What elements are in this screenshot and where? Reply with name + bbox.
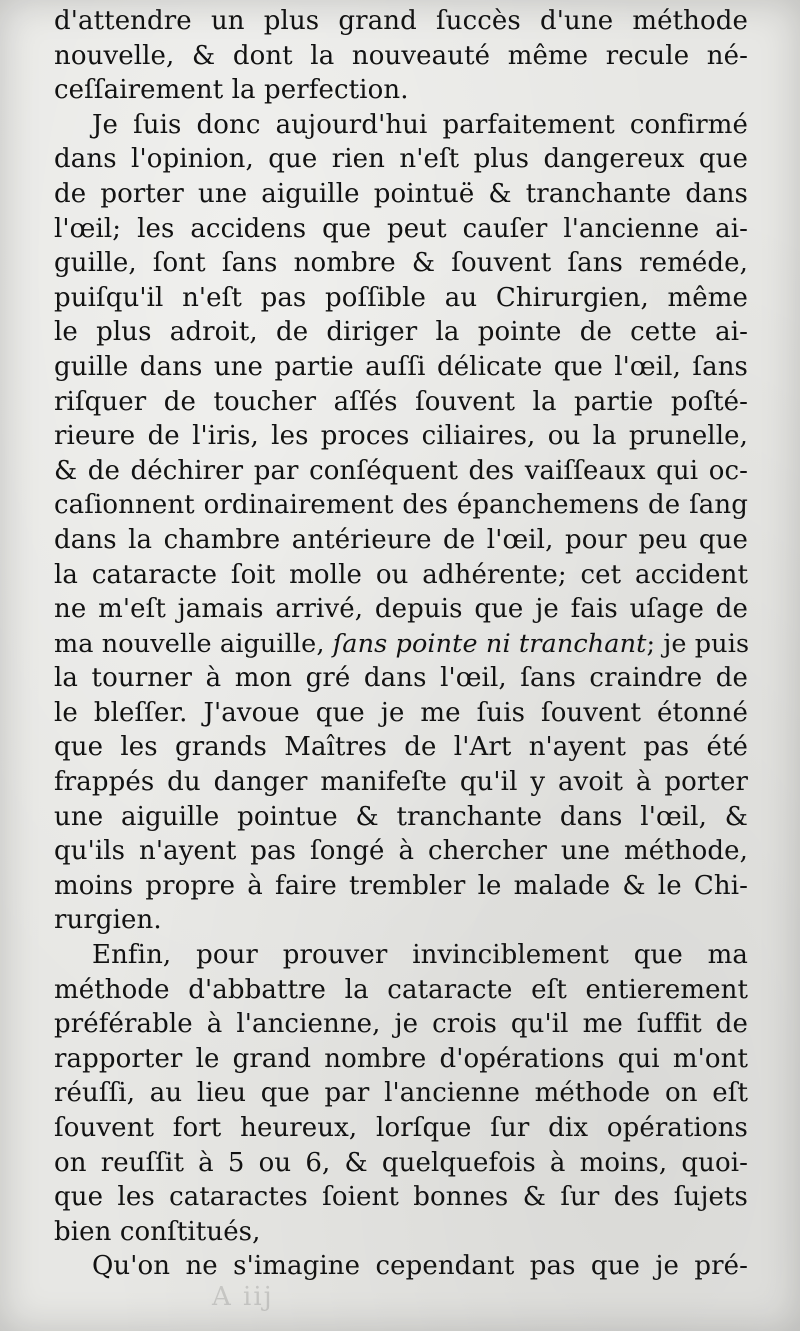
text-segment: ma nouvelle aiguille, xyxy=(54,628,333,659)
text-line: Enfin, pour prouver invinciblement que ma xyxy=(92,940,748,971)
text-line: le plus adroit, de diriger la pointe de cette ai- xyxy=(54,317,748,348)
text-line: on reuſſit à 5 ou 6, & quelquefois à moins, quoi- xyxy=(54,1147,748,1178)
text-line: frappés du danger manifeſte qu'il y avoit à porter xyxy=(54,767,748,798)
italic-phrase: ſans pointe ni tranchant xyxy=(332,628,647,659)
text-line: ne m'eſt jamais arrivé, depuis que je fais uſage de xyxy=(54,594,748,625)
text-line: que les cataractes ſoient bonnes & ſur des ſujets xyxy=(54,1182,748,1213)
text-line: guille, ſont ſans nombre & ſouvent ſans reméde, xyxy=(54,248,748,279)
text-line: rapporter le grand nombre d'opérations qui m'ont xyxy=(54,1043,748,1074)
text-line: l'œil; les accidens que peut cauſer l'ancienne ai- xyxy=(54,213,748,244)
text-segment: ; je puis xyxy=(646,628,750,659)
text-line: réuſſi, au lieu que par l'ancienne méthode on eſt xyxy=(54,1078,748,1109)
text-line: de porter une aiguille pointuë & tranchante dans xyxy=(54,178,748,209)
text-line: dans la chambre antérieure de l'œil, pour peu que xyxy=(54,524,748,555)
text-line: qu'ils n'ayent pas ſongé à chercher une méthode, xyxy=(54,836,748,867)
text-line: Je ſuis donc aujourd'hui parfaitement confirmé xyxy=(92,109,748,140)
text-line: caſionnent ordinairement des épanchemens de ſang xyxy=(54,490,748,521)
text-line: la cataracte ſoit molle ou adhérente; cet accident xyxy=(54,559,748,590)
text-line: d'attendre un plus grand ſuccès d'une méthode xyxy=(54,6,748,36)
text-line: & de déchirer par conſéquent des vaiſſeaux qui oc- xyxy=(54,455,748,486)
text-line: méthode d'abbattre la cataracte eſt entierement xyxy=(54,974,748,1005)
text-line: ſouvent fort heureux, lorſque ſur dix opérations xyxy=(54,1113,748,1143)
show-through-text: A iij xyxy=(212,1282,274,1312)
text-line: que les grands Maîtres de l'Art n'ayent pas été xyxy=(54,732,748,763)
text-line: riſquer de toucher aſſés ſouvent la partie poſté- xyxy=(54,386,748,417)
text-line: ceſſairement la perfection. xyxy=(54,75,409,106)
text-line: le bleſſer. J'avoue que je me ſuis ſouvent étonné xyxy=(54,697,748,728)
text-line: une aiguille pointue & tranchante dans l'œil, & xyxy=(54,801,748,832)
text-line: préférable à l'ancienne, je crois qu'il me ſuffit de xyxy=(54,1009,748,1040)
text-line: Qu'on ne s'imagine cependant pas que je pré- xyxy=(92,1251,748,1282)
text-line: bien conſtitués, xyxy=(54,1216,261,1247)
text-line: la tourner à mon gré dans l'œil, ſans craindre de xyxy=(54,663,748,694)
text-line: guille dans une partie auſſi délicate que l'œil, ſans xyxy=(54,351,748,382)
text-line: rieure de l'iris, les proces ciliaires, ou la prunelle, xyxy=(54,421,748,452)
text-line: nouvelle, & dont la nouveauté même recule né- xyxy=(54,40,748,71)
text-line: puiſqu'il n'eſt pas poſſible au Chirurgien, même xyxy=(54,282,748,313)
text-line: moins propre à faire trembler le malade & le Chi- xyxy=(54,870,748,901)
page-text xyxy=(54,4,748,1284)
text-line: dans l'opinion, que rien n'eſt plus dangereux que xyxy=(54,144,748,175)
text-line: rurgien. xyxy=(54,905,162,936)
text-line xyxy=(54,627,748,662)
